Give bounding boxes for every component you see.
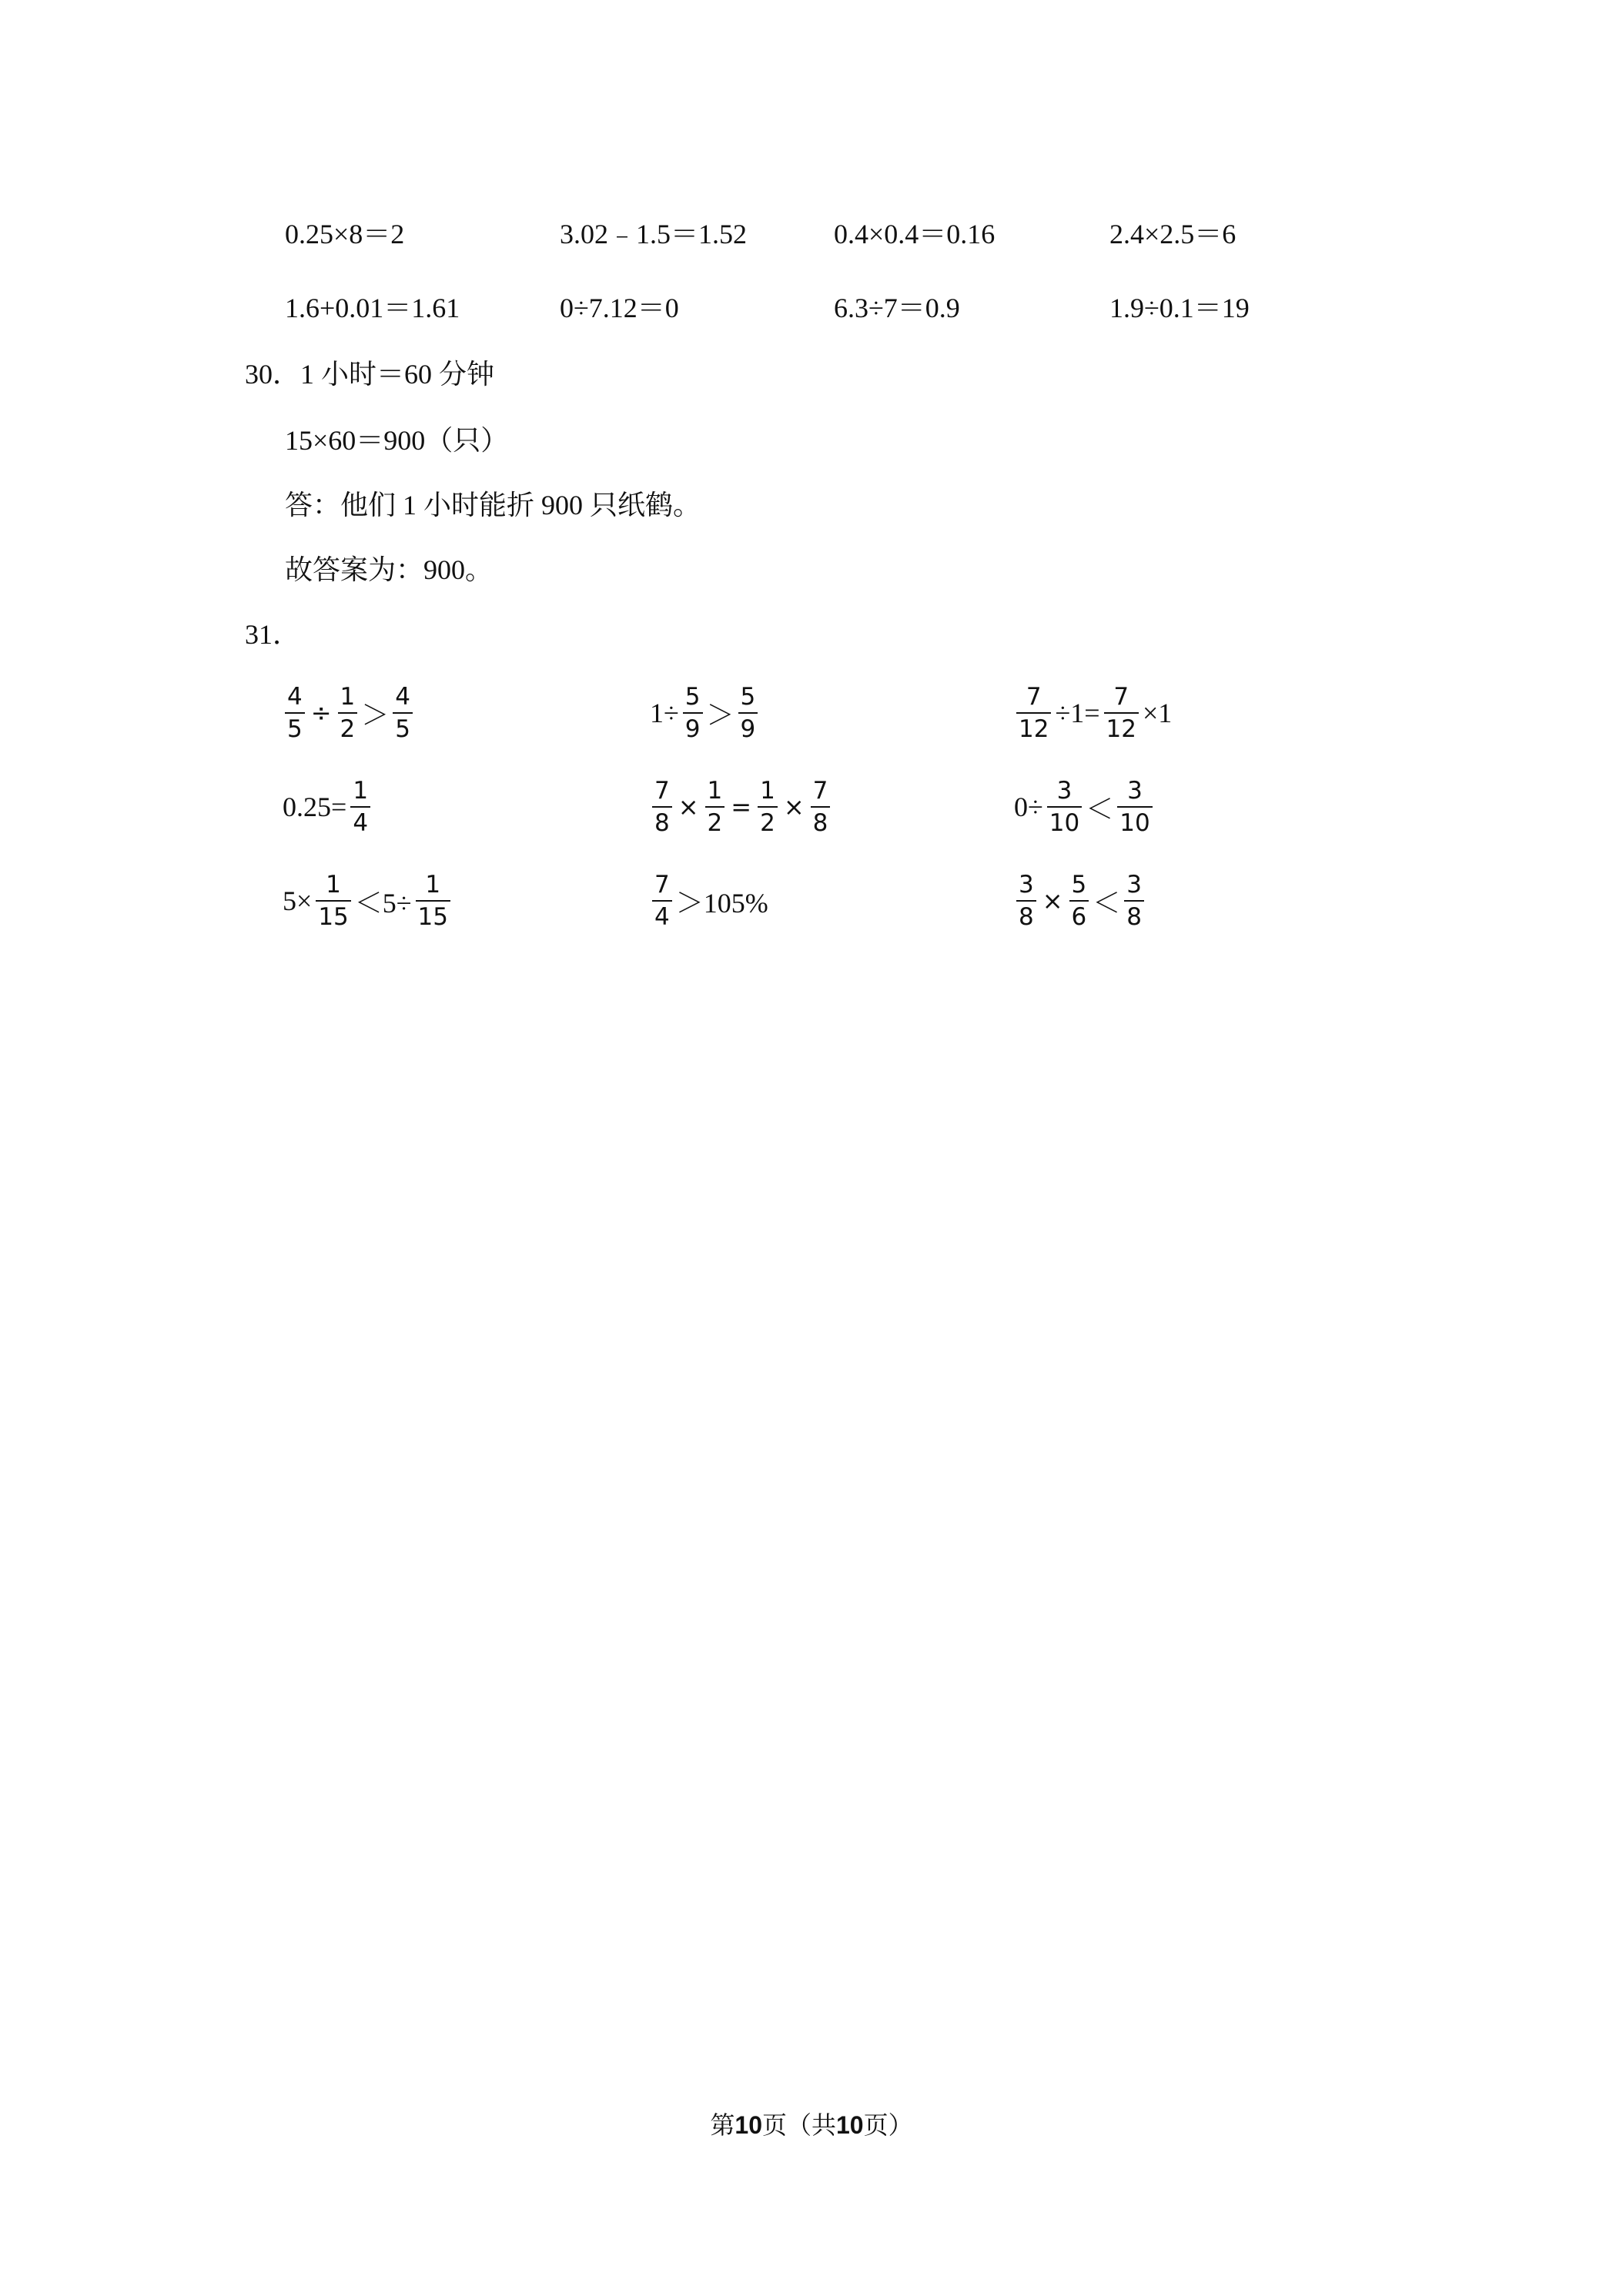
q31-r2-e2 (649, 761, 833, 853)
suffix-text: ×1 (1142, 698, 1173, 728)
fraction: $\frac{5}{9}$ (683, 681, 703, 745)
fraction: $\frac{3}{8}$ (1124, 869, 1144, 932)
calc-r1-c1: 0.25×8＝2 (285, 219, 405, 249)
footer-middle: 页（共 (761, 2111, 836, 2139)
fraction: $\frac{7}{12}$ (1104, 681, 1139, 745)
fraction: $\frac{1}{2}$ (705, 775, 725, 838)
comparison: ＞ (706, 699, 735, 731)
q31-r3-e1 (282, 855, 453, 947)
fraction: $\frac{5}{6}$ (1069, 869, 1089, 932)
fraction: $\frac{5}{9}$ (738, 681, 758, 745)
suffix-text: ＞105% (675, 887, 768, 919)
fraction: $\frac{3}{10}$ (1117, 775, 1152, 838)
fraction: $\frac{3}{8}$ (1016, 869, 1036, 932)
page-footer (0, 2110, 1623, 2140)
fraction: $\frac{1}{2}$ (758, 775, 778, 838)
fraction: $\frac{7}{12}$ (1016, 681, 1051, 745)
comparison: ＞ (361, 699, 390, 731)
fraction: $\frac{4}{5}$ (393, 681, 413, 745)
calc-r1-c2: 3.02﹣1.5＝1.52 (560, 219, 748, 249)
prefix-text: 0÷ (1014, 792, 1043, 822)
operator: × (1042, 886, 1063, 915)
fraction: $\frac{1}{2}$ (338, 681, 358, 745)
fraction: $\frac{3}{10}$ (1047, 775, 1082, 838)
q30-answer: 答：他们 1 小时能折 900 只纸鹤。 (285, 490, 701, 520)
fraction: $\frac{4}{5}$ (285, 681, 305, 745)
fraction: $\frac{1}{15}$ (316, 869, 350, 932)
fraction: $\frac{1}{4}$ (350, 775, 370, 838)
q30-line1: 1 小时＝60 分钟 (300, 359, 495, 390)
q30-conclusion: 故答案为：900。 (285, 554, 494, 585)
fraction: $\frac{7}{8}$ (811, 775, 831, 838)
q31-r1-e1 (282, 667, 416, 759)
q31-r2-e1 (282, 761, 373, 853)
footer-suffix: 页） (863, 2111, 913, 2139)
fraction: $\frac{1}{15}$ (416, 869, 450, 932)
calc-r2-c4: 1.9÷0.1＝19 (1109, 293, 1250, 323)
calc-r1-c3: 0.4×0.4＝0.16 (834, 219, 996, 249)
q31-number: 31． (245, 619, 301, 650)
q31-r1-e3 (1013, 667, 1173, 759)
q30-number: 30． (245, 359, 301, 390)
q30-heading (245, 357, 494, 391)
calc-r1-c4: 2.4×2.5＝6 (1109, 219, 1236, 249)
middle-text: ＜5÷ (354, 887, 412, 919)
calc-r2-c1: 1.6+0.01＝1.61 (285, 293, 460, 323)
operator: ÷ (310, 698, 332, 728)
footer-total-pages: 10 (836, 2111, 864, 2139)
calc-r2-c3: 6.3÷7＝0.9 (834, 293, 960, 323)
comparison: ＜ (1093, 887, 1121, 919)
calc-r2-c2: 0÷7.12＝0 (560, 293, 679, 323)
footer-prefix: 第 (710, 2111, 735, 2139)
operator: × (678, 792, 699, 822)
q31-r1-e2 (649, 667, 761, 759)
footer-page-number: 10 (735, 2111, 762, 2139)
q30-line2: 15×60＝900（只） (285, 425, 509, 456)
prefix-text: 5× (283, 885, 313, 916)
operator: × (783, 792, 805, 822)
fraction: $\frac{7}{8}$ (652, 775, 672, 838)
q31-r2-e3 (1013, 761, 1156, 853)
comparison: = (731, 792, 752, 822)
fraction: $\frac{7}{4}$ (652, 869, 672, 932)
comparison: ＜ (1086, 793, 1114, 825)
q31-r3-e3 (1013, 855, 1147, 947)
prefix-text: 1÷ (650, 698, 679, 728)
middle-text: ÷1= (1055, 698, 1100, 728)
q31-r3-e2 (649, 855, 769, 947)
prefix-text: 0.25= (283, 792, 347, 822)
